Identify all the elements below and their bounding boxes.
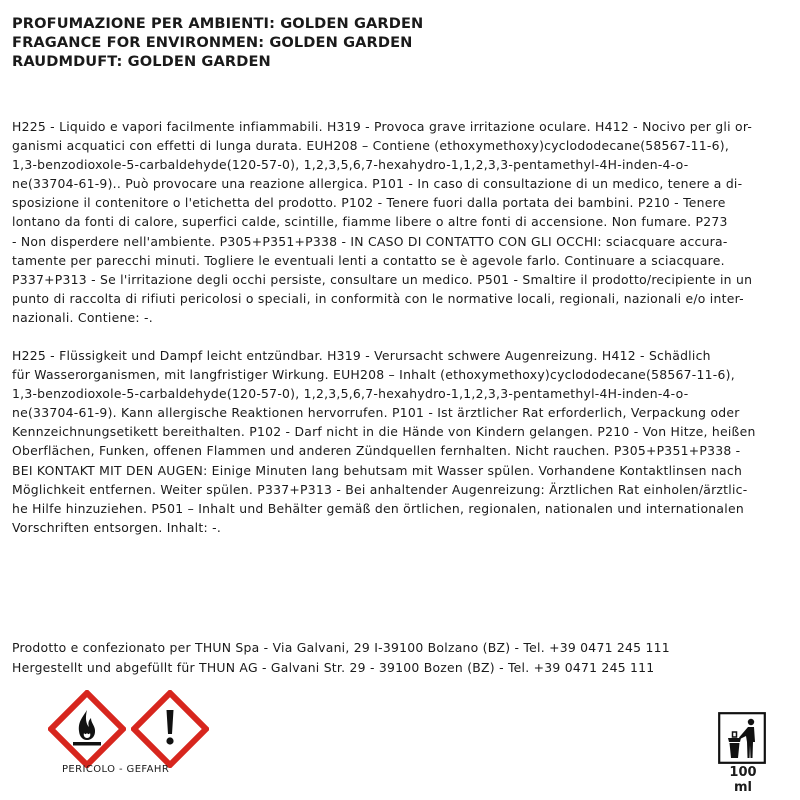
volume-label xyxy=(720,765,766,795)
text-line: ne(33704-61-9).. Può provocare una reazione allergica. P101 - In caso di consultazione di un medico, tenere a di- xyxy=(12,176,743,192)
manufacturer-german: Hergestellt und abgefüllt für THUN AG - Galvani Str. 29 - 39100 Bozen (BZ) - Tel. +39 0471 245 111 xyxy=(12,659,655,675)
text-line: ne(33704-61-9). Kann allergische Reaktionen hervorrufen. P101 - Ist ärztlicher Rat erforderlich, Verpackung oder xyxy=(12,405,740,421)
text-line: ganismi acquatici con effetti di lunga durata. EUH208 – Contiene (ethoxymethoxy)cyclododecane(58567-11-6), xyxy=(12,138,730,154)
title-german: RAUDMDUFT: GOLDEN GARDEN xyxy=(12,53,271,70)
text-line: BEI KONTAKT MIT DEN AUGEN: Einige Minuten lang behutsam mit Wasser spülen. Vorhandene Kontaktlinsen nach xyxy=(12,462,743,478)
text-line: Oberflächen, Funken, offenen Flammen und anderen Zündquellen fernhalten. Nicht rauchen. P305+P351+P338 - xyxy=(12,443,741,459)
bin-with-person-icon xyxy=(718,712,766,764)
title-italian: PROFUMAZIONE PER AMBIENTI: GOLDEN GARDEN xyxy=(12,15,424,32)
text-line: H225 - Liquido e vapori facilmente infiammabili. H319 - Provoca grave irritazione oculare. H412 - Nocivo per gli or- xyxy=(12,119,753,134)
text-line: - Non disperdere nell'ambiente. P305+P351+P338 - IN CASO DI CONTATTO CON GLI OCCHI: sciacquare accura- xyxy=(12,233,728,249)
text-line: H225 - Flüssigkeit und Dampf leicht entzündbar. H319 - Verursacht schwere Augenreizung. H412 - Schädlich xyxy=(12,348,711,363)
volume-amount: 100 xyxy=(729,765,757,780)
flame-icon xyxy=(48,690,126,768)
volume-unit: ml xyxy=(733,780,752,795)
italian-hazard-text xyxy=(12,117,788,327)
product-titles xyxy=(12,14,423,71)
ghs-pictograms xyxy=(48,690,228,760)
text-line: Möglichkeit entfernen. Weiter spülen. P337+P313 - Bei anhaltender Augenreizung: Ärztlichen Rat einholen/ärztlic- xyxy=(12,481,748,497)
text-line: lontano da fonti di calore, superfici calde, scintille, fiamme libere o altre fonti di accensione. Non fumare. P273 xyxy=(12,214,728,230)
text-line: 1,3-benzodioxole-5-carbaldehyde(120-57-0), 1,2,3,5,6,7-hexahydro-1,1,2,3,3-pentamethyl-4H-inden-4-o- xyxy=(12,157,689,173)
hazard-signal-word: PERICOLO - GEFAHR xyxy=(62,764,170,775)
text-line: sposizione il contenitore o l'etichetta del prodotto. P102 - Tenere fuori dalla portata dei bambini. P210 - Tenere xyxy=(12,195,726,211)
text-line: tamente per parecchi minuti. Togliere le eventuali lenti a contatto se è agevole farlo. Continuare a sciacquare. xyxy=(12,252,725,268)
manufacturer-info xyxy=(12,638,670,677)
text-line: he Hilfe hinzuziehen. P501 – Inhalt und Behälter gemäß den örtlichen, regionalen, nationalen und internationalen xyxy=(12,500,744,516)
text-line: Kennzeichnungsetikett bereithalten. P102 - Darf nicht in die Hände von Kindern gelangen. P210 - Von Hitze, heißen xyxy=(12,424,756,440)
german-hazard-text xyxy=(12,346,788,537)
text-line: 1,3-benzodioxole-5-carbaldehyde(120-57-0), 1,2,3,5,6,7-hexahydro-1,1,2,3,3-pentamethyl-4H-inden-4-o- xyxy=(12,386,689,402)
text-line: punto di raccolta di rifiuti pericolosi o speciali, in conformità con le normative locali, regionali, nazionali e/o inter- xyxy=(12,290,744,306)
text-line: nazionali. Contiene: -. xyxy=(12,309,153,325)
text-line: P337+P313 - Se l'irritazione degli occhi persiste, consultare un medico. P501 - Smaltire il prodotto/recipiente in un xyxy=(12,271,753,287)
exclamation-icon xyxy=(131,690,209,768)
text-line: Vorschriften entsorgen. Inhalt: -. xyxy=(12,519,222,535)
manufacturer-italian: Prodotto e confezionato per THUN Spa - Via Galvani, 29 I-39100 Bolzano (BZ) - Tel. +39 0471 245 111 xyxy=(12,640,670,655)
text-line: für Wasserorganismen, mit langfristiger Wirkung. EUH208 – Inhalt (ethoxymethoxy)cyclododecane(58567-11-6), xyxy=(12,367,735,383)
title-english: FRAGANCE FOR ENVIRONMEN: GOLDEN GARDEN xyxy=(12,34,413,51)
